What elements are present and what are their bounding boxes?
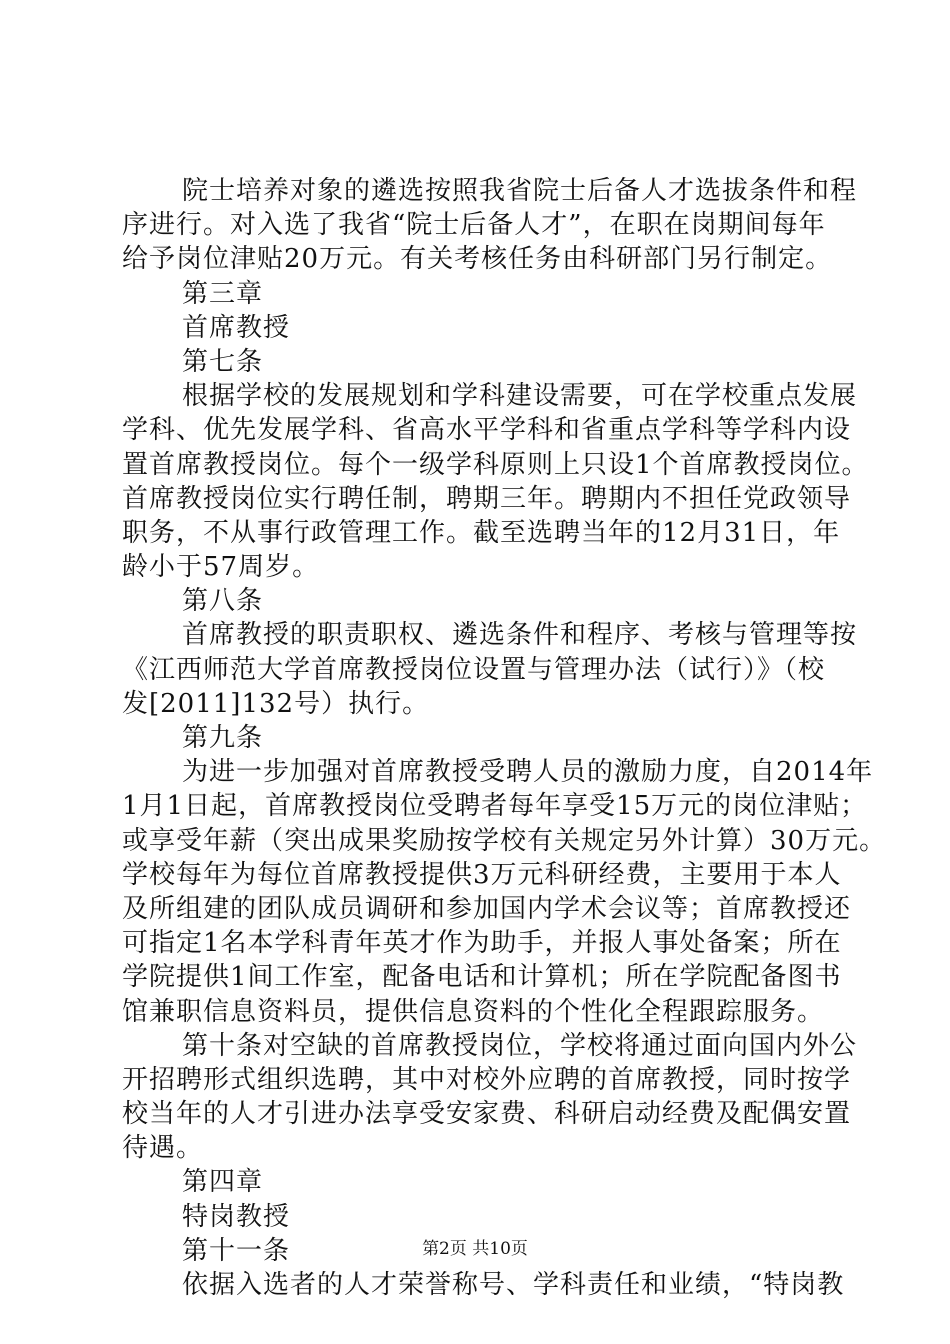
article-heading: 第十一条: [182, 1235, 291, 1266]
text-line: 或享受年薪（突出成果奖励按学校有关规定另外计算）30万元。: [122, 825, 887, 856]
text-line: 馆兼职信息资料员，提供信息资料的个性化全程跟踪服务。: [122, 996, 825, 1027]
text-line: 序进行。对入选了我省“院士后备人才”，在职在岗期间每年: [122, 210, 826, 241]
chapter-title: 首席教授: [182, 312, 291, 343]
chapter-title: 特岗教授: [182, 1201, 291, 1232]
text-line: 及所组建的团队成员调研和参加国内学术会议等；首席教授还: [122, 893, 852, 924]
text-line: 根据学校的发展规划和学科建设需要，可在学校重点发展: [182, 381, 858, 412]
text-line: 待遇。: [122, 1133, 204, 1164]
text-line: 依据入选者的人才荣誉称号、学科责任和业绩，“特岗教: [182, 1270, 845, 1300]
document-body: [122, 174, 887, 1302]
text-line: 职务，不从事行政管理工作。截至选聘当年的12月31日，年: [122, 517, 841, 548]
text-line: 首席教授的职责职权、遴选条件和程序、考核与管理等按: [182, 620, 858, 651]
text-line: 为进一步加强对首席教授受聘人员的激励力度，自2014年: [182, 757, 874, 788]
chapter-heading: 第三章: [182, 278, 264, 309]
text-line: 发[2011]132号）执行。: [122, 688, 430, 719]
text-line: 学科、优先发展学科、省高水平学科和省重点学科等学科内设: [122, 415, 852, 446]
page-footer: [0, 1238, 950, 1260]
page-number: 第2页 共10页: [422, 1239, 528, 1259]
text-line: 第十条对空缺的首席教授岗位，学校将通过面向国内外公: [182, 1030, 858, 1061]
text-line: 龄小于57周岁。: [122, 552, 320, 583]
chapter-heading: 第四章: [182, 1167, 264, 1198]
text-line: 院士培养对象的遴选按照我省院士后备人才选拔条件和程: [182, 176, 858, 206]
text-line: 开招聘形式组织选聘，其中对校外应聘的首席教授，同时按学: [122, 1064, 852, 1095]
article-heading: 第七条: [182, 346, 264, 377]
text-line: 给予岗位津贴20万元。有关考核任务由科研部门另行制定。: [122, 244, 833, 275]
text-line: 校当年的人才引进办法享受安家费、科研启动经费及配偶安置: [122, 1099, 852, 1130]
article-heading: 第八条: [182, 586, 264, 617]
text-line: 可指定1名本学科青年英才作为助手，并报人事处备案；所在: [122, 928, 842, 959]
text-line: 《江西师范大学首席教授岗位设置与管理办法（试行）》（校: [122, 654, 826, 685]
text-line: 学校每年为每位首席教授提供3万元科研经费，主要用于本人: [122, 859, 842, 890]
text-line: 1月1日起，首席教授岗位受聘者每年享受15万元的岗位津贴；: [122, 791, 868, 822]
text-line: 置首席教授岗位。每个一级学科原则上只设1个首席教授岗位。: [122, 449, 869, 480]
text-line: 学院提供1间工作室，配备电话和计算机；所在学院配备图书: [122, 962, 842, 993]
article-heading: 第九条: [182, 723, 264, 753]
text-line: 首席教授岗位实行聘任制，聘期三年。聘期内不担任党政领导: [122, 483, 852, 514]
